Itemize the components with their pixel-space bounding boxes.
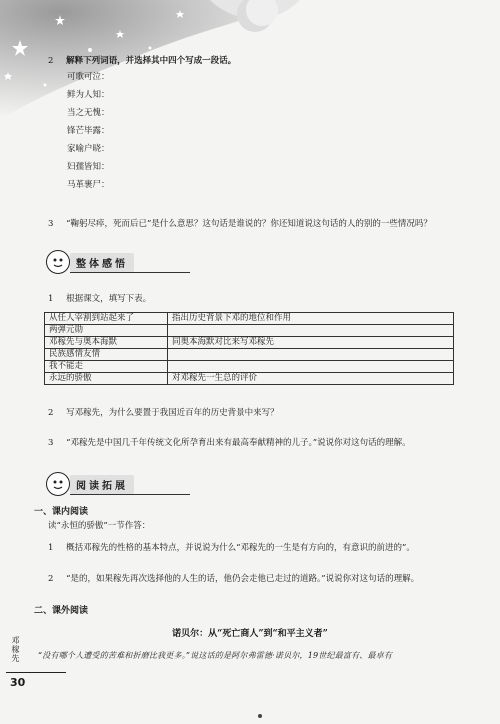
part-intro: 读“永恒的骄傲”一节作答： (48, 521, 151, 531)
task-text: “邓稼先是中国几千年传统文化所孕育出来有最高奉献精神的儿子。”说说你对这句话的理解。 (66, 438, 411, 448)
question-text: “鞠躬尽瘁，死而后已”是什么意思？这句话是谁说的？你还知道说这句话的人的别的一些情况吗？ (66, 219, 432, 229)
section-heading-overall (46, 250, 466, 274)
question-2 (48, 56, 236, 67)
table-cell[interactable] (168, 361, 454, 373)
task-number: 2 (48, 408, 54, 418)
section-underline (70, 272, 190, 273)
table-cell: 从任人宰割到站起来了 (45, 313, 168, 325)
part-heading: 一、课内阅读 (34, 507, 89, 517)
table-cell[interactable] (168, 325, 454, 337)
section-underline (70, 494, 190, 495)
word-item: 马革裹尸： (67, 180, 110, 190)
question-number: 3 (48, 219, 54, 229)
question-number: 2 (48, 56, 54, 66)
table-row (45, 325, 454, 337)
task-number: 3 (48, 438, 54, 448)
task-number: 1 (48, 294, 54, 304)
word-item: 家喻户晓： (67, 144, 110, 154)
question-prompt: 解释下列词语，并选择其中四个写成一段话。 (66, 56, 237, 66)
reading-question-2 (48, 574, 419, 585)
question-number: 2 (48, 574, 54, 584)
table-cell: 民族感情友情 (45, 349, 168, 361)
task-3 (48, 438, 411, 449)
article-title: 诺贝尔：从“死亡商人”到“和平主义者” (172, 629, 328, 639)
table-row (45, 349, 454, 361)
section-heading-reading (46, 472, 466, 496)
task-1 (48, 294, 151, 305)
cartoon-face-icon (46, 472, 70, 496)
table-cell: 两弹元勋 (45, 325, 168, 337)
table-row (45, 361, 454, 373)
task-2 (48, 408, 279, 419)
question-number: 1 (48, 543, 54, 553)
question-text: “是的，如果稼先再次选择他的人生的话，他仍会走他已走过的道路。”说说你对这句话的理解。 (66, 574, 420, 584)
word-item: 当之无愧： (67, 108, 110, 118)
question-text: 概括邓稼先的性格的基本特点，并说说为什么“邓稼先的一生是有方向的，有意识的前进的”。 (66, 543, 415, 553)
page-dot (258, 714, 262, 718)
word-item: 锋芒毕露： (67, 126, 110, 136)
task-text: 根据课文，填写下表。 (66, 294, 152, 304)
table-cell[interactable] (168, 349, 454, 361)
word-item: 鲜为人知： (67, 90, 110, 100)
table-cell[interactable]: 对邓稼先一生总的评价 (168, 373, 454, 385)
table-cell: 我不能走 (45, 361, 168, 373)
part-heading: 二、课外阅读 (34, 606, 89, 616)
table-row (45, 337, 454, 349)
table-cell[interactable]: 指出历史背景下邓的地位和作用 (168, 313, 454, 325)
table-cell: 永远的骄傲 (45, 373, 168, 385)
cartoon-face-icon (46, 250, 70, 274)
page-number: 30 (10, 676, 26, 689)
task-text: 写邓稼先，为什么要置于我国近百年的历史背景中来写？ (66, 408, 279, 418)
table-row (45, 373, 454, 385)
table-cell[interactable]: 同奥本海默对比来写邓稼先 (168, 337, 454, 349)
word-item: 可歌可泣： (67, 72, 110, 82)
table-cell: 邓稼先与奥本海默 (45, 337, 168, 349)
word-item: 妇孺皆知： (67, 162, 110, 172)
section-title: 阅读拓展 (70, 475, 134, 494)
fill-table (44, 312, 454, 385)
question-3 (48, 219, 432, 230)
section-title: 整体感悟 (70, 253, 134, 272)
article-text: “没有哪个人遭受的苦难和折磨比我更多。”说这话的是阿尔弗雷德·诺贝尔，19世纪最富有、最卓有 (38, 651, 393, 660)
footer-rule (6, 672, 66, 673)
reading-question-1 (48, 543, 415, 554)
lesson-side-label: 邓稼先 (11, 636, 20, 663)
table-row (45, 313, 454, 325)
